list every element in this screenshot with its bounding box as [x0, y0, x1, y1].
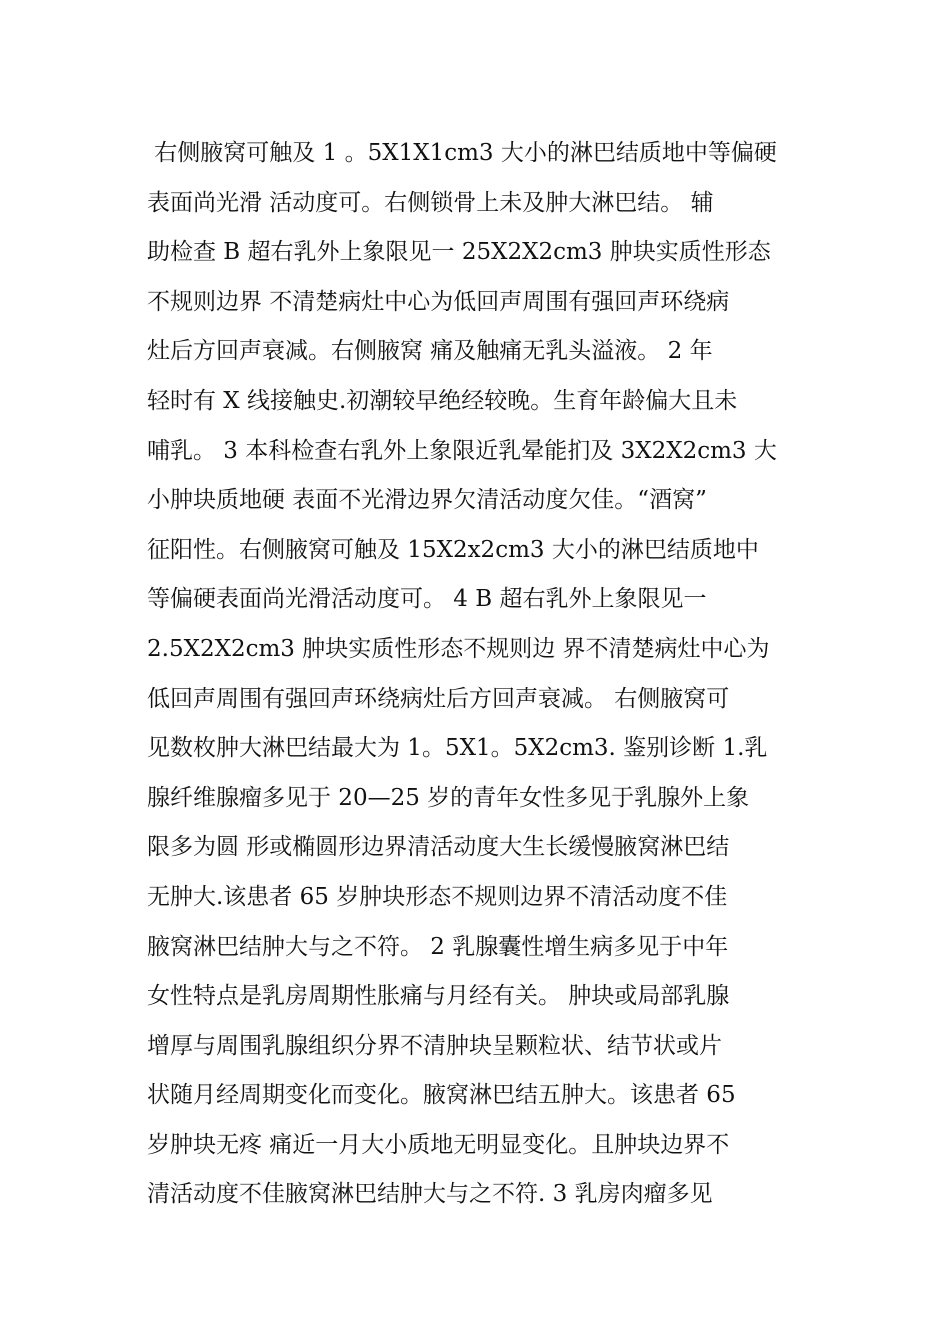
text-line: 轻时有 X 线接触史.初潮较早绝经较晚。生育年龄偏大且未 [147, 387, 738, 414]
text-line: 助检查 B 超右乳外上象限见一 25X2X2cm3 肿块实质性形态 [147, 239, 771, 266]
text-line: 征阳性。右侧腋窝可触及 15X2x2cm3 大小的淋巴结质地中 [147, 536, 759, 563]
text-line: 女性特点是乳房周期性胀痛与月经有关。 肿块或局部乳腺 [147, 983, 730, 1010]
text-line: 状随月经周期变化而变化。腋窝淋巴结五肿大。该患者 65 [147, 1082, 736, 1109]
text-line: 增厚与周围乳腺组织分界不清肿块呈颗粒状、结节状或片 [147, 1032, 722, 1059]
text-line: 岁肿块无疼 痛近一月大小质地无明显变化。且肿块边界不 [147, 1131, 730, 1158]
text-line: 等偏硬表面尚光滑活动度可。 4 B 超右乳外上象限见一 [147, 586, 707, 613]
text-line: 哺乳。 3 本科检查右乳外上象限近乳晕能扪及 3X2X2cm3 大 [147, 437, 777, 464]
text-line: 灶后方回声衰减。右侧腋窝 痛及触痛无乳头溢液。 2 年 [147, 338, 713, 365]
text-line: 表面尚光滑 活动度可。右侧锁骨上未及肿大淋巴结。 辅 [147, 189, 714, 216]
text-line: 见数枚肿大淋巴结最大为 1。5X1。5X2cm3. 鉴别诊断 1.乳 [147, 735, 768, 762]
body-text [147, 129, 812, 1220]
text-line: 限多为圆 形或椭圆形边界清活动度大生长缓慢腋窝淋巴结 [147, 834, 730, 861]
text-line: 腺纤维腺瘤多见于 20—25 岁的青年女性多见于乳腺外上象 [147, 784, 750, 811]
text-line: 无肿大.该患者 65 岁肿块形态不规则边界不清活动度不佳 [147, 883, 728, 910]
text-line: 清活动度不佳腋窝淋巴结肿大与之不符. 3 乳房肉瘤多见 [147, 1181, 713, 1208]
text-line: 2.5X2X2cm3 肿块实质性形态不规则边 界不清楚病灶中心为 [147, 635, 770, 662]
text-line: 不规则边界 不清楚病灶中心为低回声周围有强回声环绕病 [147, 288, 730, 315]
text-line: 腋窝淋巴结肿大与之不符。 2 乳腺囊性增生病多见于中年 [147, 933, 729, 960]
text-line: 低回声周围有强回声环绕病灶后方回声衰减。 右侧腋窝可 [147, 685, 730, 712]
text-line: 右侧腋窝可触及 1 。5X1X1cm3 大小的淋巴结质地中等偏硬 [147, 140, 777, 166]
text-line: 小肿块质地硬 表面不光滑边界欠清活动度欠佳。“酒窝” [147, 487, 707, 514]
